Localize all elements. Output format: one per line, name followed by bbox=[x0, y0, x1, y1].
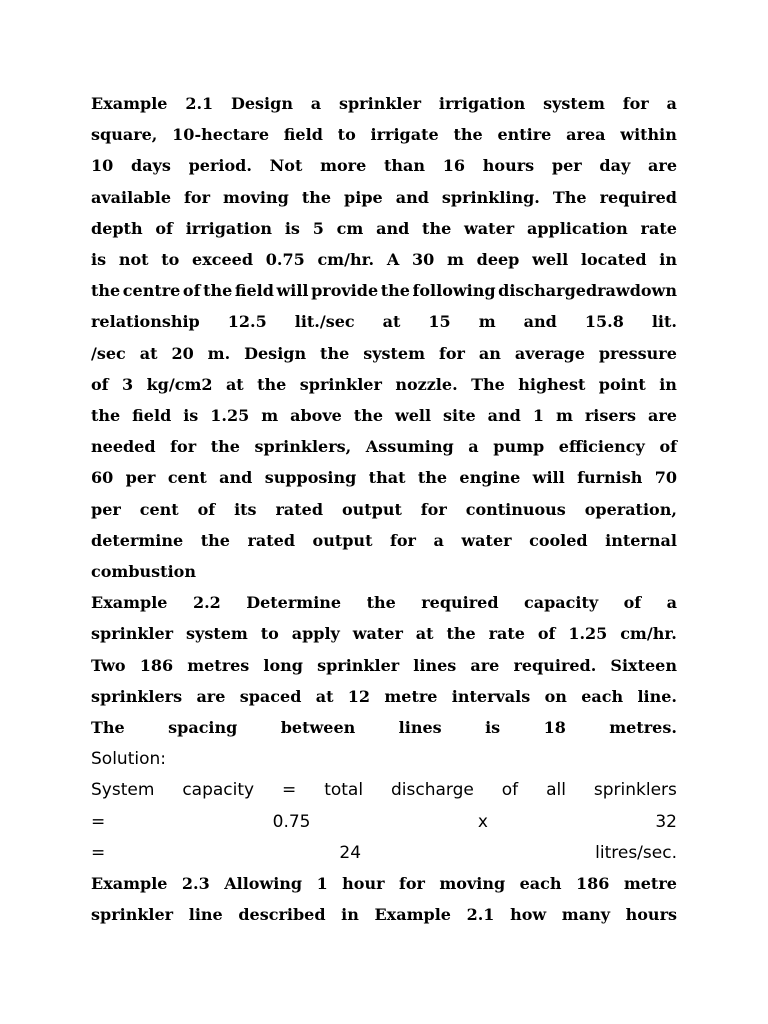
text-line: = 24 litres/sec. bbox=[91, 842, 677, 863]
text-line: determine the rated output for a water cooled internal bbox=[91, 530, 677, 550]
text-line: is not to exceed 0.75 cm/hr. A 30 m deep well located in bbox=[91, 250, 677, 269]
text-line: needed for the sprinklers, Assuming a pump efficiency of bbox=[91, 437, 677, 457]
text-line: depth of irrigation is 5 cm and the water application rate bbox=[91, 218, 677, 238]
text-line: 60 per cent and supposing that the engine will furnish 70 bbox=[91, 468, 677, 488]
text-line: 10 days period. Not more than 16 hours per day are bbox=[91, 156, 677, 176]
text-line: sprinkler line described in Example 2.1 how many hours bbox=[91, 905, 677, 925]
text-line: of 3 kg/cm2 at the sprinkler nozzle. The highest point in bbox=[91, 374, 677, 394]
text-line: Example 2.2 Determine the required capacity of a bbox=[91, 593, 677, 613]
text-line: The spacing between lines is 18 metres. bbox=[91, 718, 677, 737]
text-line: Two 186 metres long sprinkler lines are required. Sixteen bbox=[91, 655, 677, 675]
text-line: Example 2.1 Design a sprinkler irrigation system for a bbox=[91, 94, 677, 113]
text-line: per cent of its rated output for continuous operation, bbox=[91, 499, 677, 519]
text-line: /sec at 20 m. Design the system for an average pressure bbox=[91, 343, 677, 363]
text-line: = 0.75 x 32 bbox=[91, 811, 677, 832]
text-line: relationship 12.5 lit./sec at 15 m and 15.8 lit. bbox=[91, 312, 677, 332]
text-line: square, 10-hectare field to irrigate the entire area within bbox=[91, 125, 677, 145]
text-line: sprinklers are spaced at 12 metre intervals on each line. bbox=[91, 686, 677, 706]
text-line: combustion bbox=[91, 562, 196, 581]
text-line: available for moving the pipe and sprinkling. The required bbox=[91, 187, 677, 207]
text-line: Example 2.3 Allowing 1 hour for moving each 186 metre bbox=[91, 874, 677, 893]
text-line: the field is 1.25 m above the well site and 1 m risers are bbox=[91, 406, 677, 425]
text-line: the centre of the field will provide the following dischargedrawdown bbox=[91, 281, 677, 301]
text-line: sprinkler system to apply water at the rate of 1.25 cm/hr. bbox=[91, 624, 677, 644]
text-line: Solution: bbox=[91, 749, 166, 770]
text-line: System capacity = total discharge of all sprinklers bbox=[91, 780, 677, 801]
